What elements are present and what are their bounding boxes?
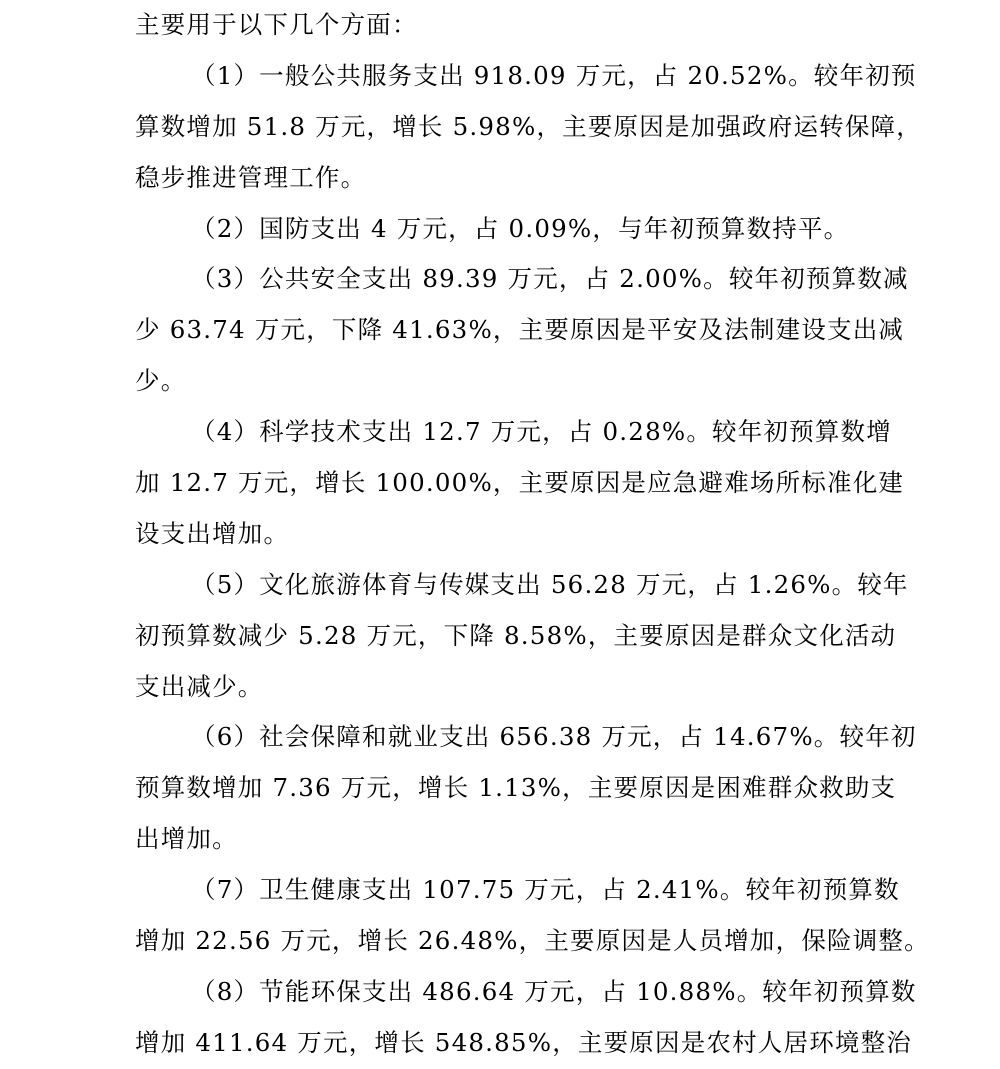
paragraph-1-line-1: （1）一般公共服务支出 918.09 万元，占 20.52%。较年初预 xyxy=(191,60,917,90)
intro-text: 主要用于以下几个方面： xyxy=(135,10,418,39)
paragraph-8-line-1: （8）节能环保支出 486.64 万元，占 10.88%。较年初预算数 xyxy=(191,976,917,1006)
paragraph-4-line-2: 加 12.7 万元，增长 100.00%，主要原因是应急避难场所标准化建 xyxy=(135,468,905,498)
paragraph-2-line-1: （2）国防支出 4 万元，占 0.09%，与年初预算数持平。 xyxy=(191,213,850,243)
paragraph-6-line-3: 出增加。 xyxy=(135,824,238,854)
paragraph-1-line-2: 算数增加 51.8 万元，增长 5.98%，主要原因是加强政府运转保障， xyxy=(135,111,922,141)
paragraph-6-line-1: （6）社会保障和就业支出 656.38 万元，占 14.67%。较年初 xyxy=(191,722,917,752)
paragraph-3-line-2: 少 63.74 万元，下降 41.63%，主要原因是平安及法制建设支出减 xyxy=(135,315,905,345)
document-page xyxy=(135,0,930,1069)
paragraph-6-line-2: 预算数增加 7.36 万元，增长 1.13%，主要原因是困难群众救助支 xyxy=(135,773,897,803)
paragraph-7-line-2: 增加 22.56 万元，增长 26.48%，主要原因是人员增加，保险调整。 xyxy=(135,926,930,956)
paragraph-4-line-3: 设支出增加。 xyxy=(135,518,290,548)
paragraph-5-line-1: （5）文化旅游体育与传媒支出 56.28 万元，占 1.26%。较年 xyxy=(191,569,909,599)
paragraph-3-line-1: （3）公共安全支出 89.39 万元，占 2.00%。较年初预算数减 xyxy=(191,264,909,294)
paragraph-5-line-3: 支出减少。 xyxy=(135,671,264,701)
paragraph-5-line-2: 初预算数减少 5.28 万元，下降 8.58%，主要原因是群众文化活动 xyxy=(135,620,897,650)
paragraph-7-line-1: （7）卫生健康支出 107.75 万元，占 2.41%。较年初预算数 xyxy=(191,875,900,905)
paragraph-4-line-1: （4）科学技术支出 12.7 万元，占 0.28%。较年初预算数增 xyxy=(191,417,892,447)
paragraph-8-line-2: 增加 411.64 万元，增长 548.85%，主要原因是农村人居环境整治 xyxy=(135,1027,912,1057)
paragraph-1-line-3: 稳步推进管理工作。 xyxy=(135,162,367,192)
paragraph-3-line-3: 少。 xyxy=(135,366,187,396)
